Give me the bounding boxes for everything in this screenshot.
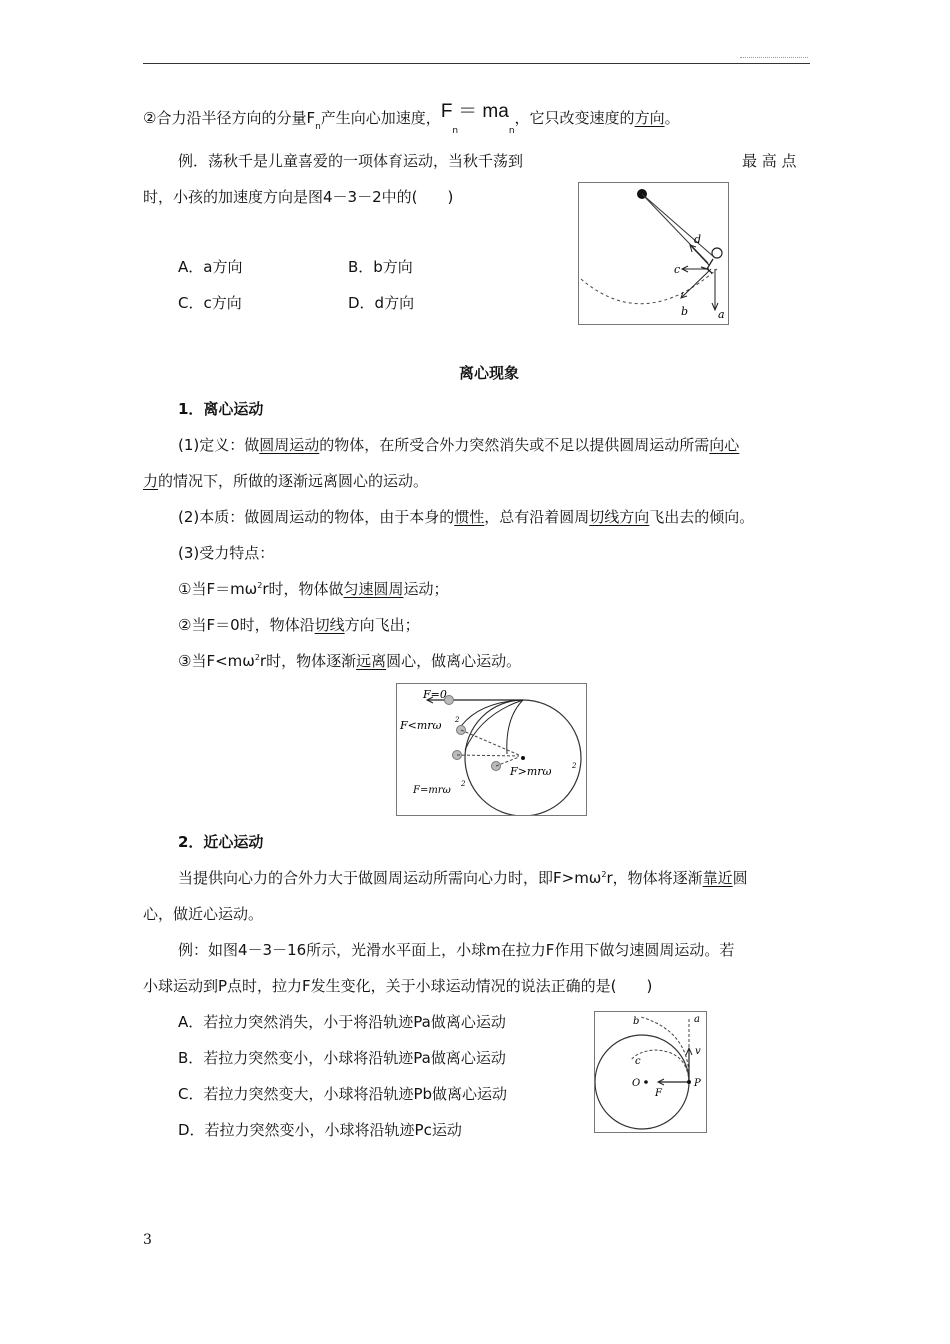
definition-line1: (1)定义：做圆周运动的物体，在所受合外力突然消失或不足以提供圆周运动所需向心 xyxy=(178,436,740,454)
subsection-centrifugal: 1．离心运动 xyxy=(178,400,264,418)
centrifugal-figure xyxy=(396,683,587,816)
fig1-label-a: a xyxy=(718,308,725,321)
approach-line1: 当提供向心力的合外力大于做圆周运动所需向心力时，即$F>m\omega^2r$，物体将逐渐靠近圆 xyxy=(178,869,748,887)
fig3-label-a: a xyxy=(694,1014,700,1025)
page-number: 3 xyxy=(143,1232,152,1248)
trajectory-figure xyxy=(594,1011,707,1133)
option-b[interactable]: B．b方向 xyxy=(348,258,413,276)
example2-option-c[interactable]: C．若拉力突然变大，小球将沿轨迹Pb做离心运动 xyxy=(178,1085,508,1103)
condition-2: ②当F＝0时，物体沿切线方向飞出； xyxy=(178,616,420,634)
force-title: (3)受力特点： xyxy=(178,544,275,562)
fig1-label-d: d xyxy=(694,233,702,246)
swing-figure xyxy=(578,182,729,325)
approach-line2: 心，做近心运动。 xyxy=(143,905,264,923)
fig3-label-f: F xyxy=(655,1088,662,1099)
section-title: 离心现象 xyxy=(459,364,520,382)
fig3-label-b: b xyxy=(633,1016,640,1027)
condition-3: ③当$F<m\omega^2r$时，物体逐渐远离圆心，做离心运动。 xyxy=(178,652,522,670)
example2-option-a[interactable]: A．若拉力突然消失，小于将沿轨迹Pa做离心运动 xyxy=(178,1013,506,1031)
example2-line2: 小球运动到P点时，拉力F发生变化，关于小球运动情况的说法正确的是( ) xyxy=(143,977,653,995)
fig2-label-f0: F=0 xyxy=(423,688,447,701)
definition-line2: 力的情况下，所做的逐渐远离圆心的运动。 xyxy=(143,472,429,490)
example2-line1: 例：如图4－3－16所示，光滑水平面上，小球m在拉力F作用下做匀速圆周运动。若 xyxy=(178,941,735,959)
fig3-label-v: v xyxy=(695,1046,701,1057)
example1-line2: 时，小孩的加速度方向是图4－3－2中的( ) xyxy=(143,188,454,206)
option-c[interactable]: C．c方向 xyxy=(178,294,242,312)
header-rule xyxy=(143,63,810,64)
fig3-label-o: O xyxy=(632,1078,641,1089)
fig2-label-fless: F<mrω xyxy=(400,719,442,732)
fig1-label-b: b xyxy=(681,305,689,318)
fig3-label-p: P xyxy=(694,1078,701,1089)
example1-line1: 例．荡秋千是儿童喜爱的一项体育运动，当秋千荡到 xyxy=(178,152,524,170)
svg-text:2: 2 xyxy=(572,762,577,770)
condition-1: ①当$F=m\omega^2r$时，物体做匀速圆周运动； xyxy=(178,580,449,598)
example2-option-d[interactable]: D．若拉力突然变小，小球将沿轨迹Pc运动 xyxy=(178,1121,462,1139)
fig3-label-c: c xyxy=(635,1056,641,1067)
svg-text:2: 2 xyxy=(455,716,460,724)
example1-line1-right: 最 高 点 xyxy=(742,152,797,170)
fig2-label-fequal: F=mrω xyxy=(413,785,451,796)
example2-option-b[interactable]: B．若拉力突然变小，小球将沿轨迹Pa做离心运动 xyxy=(178,1049,506,1067)
subsection-centripetal: 2．近心运动 xyxy=(178,833,264,851)
paragraph-normal-force: ②合力沿半径方向的分量$F_n$产生向心加速度，$F_n= ma_n$，它只改变速度的方向。 xyxy=(143,101,680,136)
svg-text:2: 2 xyxy=(461,780,466,788)
option-d[interactable]: D．d方向 xyxy=(348,294,415,312)
header-decoration xyxy=(740,57,808,58)
essence-line: (2)本质：做圆周运动的物体，由于本身的惯性，总有沿着圆周切线方向飞出去的倾向。 xyxy=(178,508,755,526)
fig2-label-fgreater: F>mrω xyxy=(510,765,552,778)
fig1-label-c: c xyxy=(674,263,681,276)
option-a[interactable]: A．a方向 xyxy=(178,258,243,276)
